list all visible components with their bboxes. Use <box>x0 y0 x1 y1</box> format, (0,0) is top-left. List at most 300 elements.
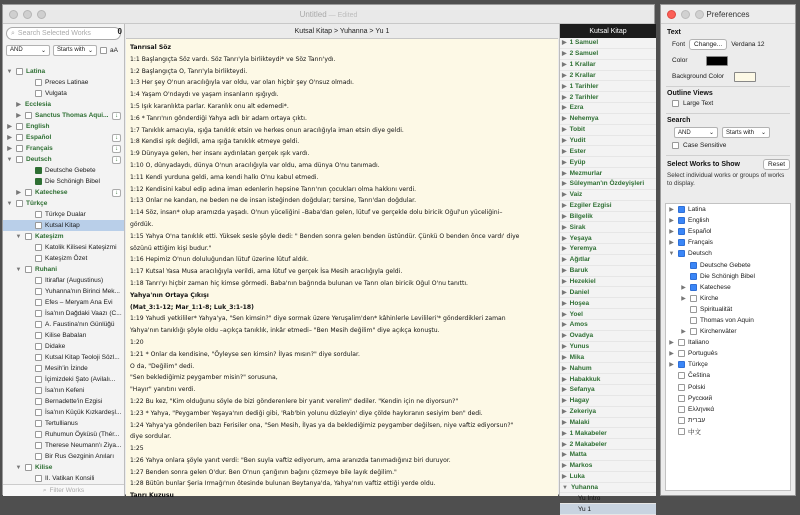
book-item[interactable] <box>560 157 656 168</box>
chapter-item[interactable] <box>560 504 656 515</box>
disclosure-open-icon[interactable]: ▼ <box>668 250 675 257</box>
works-tree-row[interactable] <box>666 259 790 270</box>
works-tree-label: Ελληνικά <box>688 405 715 413</box>
document-title: Untitled <box>299 9 327 19</box>
work-item[interactable] <box>3 352 124 363</box>
work-checkbox[interactable] <box>35 244 42 251</box>
disclosure-closed-icon[interactable]: ▶ <box>16 190 21 196</box>
reset-button[interactable]: Reset <box>763 159 790 170</box>
work-checkbox[interactable] <box>35 442 42 449</box>
verse: 1:17 Kutsal Yasa Musa aracılığıyla verildi, ama lütuf ve gerçek İsa Mesih aracılığıyla geldi. <box>130 268 403 276</box>
book-item[interactable] <box>560 363 656 374</box>
disclosure-closed-icon[interactable]: ▶ <box>562 268 567 275</box>
work-label: A. Faustina'nın Günlüğü <box>45 321 115 328</box>
background-color-well[interactable] <box>734 72 756 82</box>
book-item[interactable] <box>560 266 656 277</box>
disclosure-closed-icon[interactable]: ▶ <box>7 124 12 130</box>
works-tree-label: English <box>688 217 710 225</box>
work-checkbox[interactable] <box>35 277 42 284</box>
work-checkbox[interactable] <box>35 310 42 317</box>
search-icon: ⌕ <box>11 29 15 37</box>
disclosure-closed-icon[interactable]: ▶ <box>669 351 674 358</box>
works-tree-checkbox[interactable] <box>690 273 697 280</box>
book-item[interactable] <box>560 472 656 483</box>
work-checkbox[interactable] <box>35 398 42 405</box>
works-tree-checkbox[interactable] <box>678 217 685 224</box>
work-item[interactable] <box>3 363 124 374</box>
work-label: Efes – Meryam Ana Evi <box>45 299 113 306</box>
works-tree-row[interactable] <box>666 315 790 326</box>
close-button[interactable] <box>9 10 18 19</box>
works-tree-checkbox[interactable] <box>678 350 685 357</box>
works-tree-checkbox[interactable] <box>690 317 697 324</box>
download-icon[interactable]: ↓ <box>112 145 121 153</box>
work-item[interactable] <box>3 374 124 385</box>
book-item[interactable] <box>560 255 656 266</box>
work-checkbox[interactable] <box>35 431 42 438</box>
work-group[interactable] <box>3 198 124 209</box>
works-tree-checkbox[interactable] <box>678 372 685 379</box>
works-tree-row[interactable] <box>666 282 790 293</box>
disclosure-closed-icon[interactable]: ▶ <box>7 135 12 141</box>
works-tree-row[interactable] <box>666 359 790 370</box>
work-checkbox[interactable] <box>35 299 42 306</box>
section-heading: Tanrısal Söz <box>130 44 171 51</box>
book-item[interactable] <box>560 60 656 71</box>
work-label: Yuhanna'nın Birinci Mek... <box>45 288 120 295</box>
work-checkbox[interactable] <box>35 332 42 339</box>
disclosure-closed-icon[interactable]: ▶ <box>562 409 567 416</box>
works-tree-row[interactable] <box>666 337 790 348</box>
work-checkbox[interactable] <box>35 288 42 295</box>
works-tree-checkbox[interactable] <box>678 384 685 391</box>
work-item[interactable] <box>3 330 124 341</box>
book-label: Zekeriya <box>569 408 597 416</box>
disclosure-closed-icon[interactable]: ▶ <box>562 257 567 264</box>
work-group[interactable] <box>3 187 124 198</box>
work-checkbox[interactable] <box>35 343 42 350</box>
book-item[interactable] <box>560 396 656 407</box>
work-checkbox[interactable] <box>16 145 23 152</box>
disclosure-closed-icon[interactable]: ▶ <box>562 441 567 448</box>
book-item[interactable] <box>560 244 656 255</box>
disclosure-closed-icon[interactable]: ▶ <box>562 235 567 242</box>
disclosure-closed-icon[interactable]: ▶ <box>562 159 567 166</box>
disclosure-closed-icon[interactable]: ▶ <box>562 419 567 426</box>
work-item[interactable] <box>3 209 124 220</box>
outline-views-heading: Outline Views <box>667 90 713 97</box>
disclosure-closed-icon[interactable]: ▶ <box>562 333 567 340</box>
book-item[interactable] <box>560 92 656 103</box>
works-tree-row[interactable] <box>666 393 790 404</box>
works-tree-row[interactable] <box>666 271 790 282</box>
works-tree-checkbox[interactable] <box>678 250 685 257</box>
work-group[interactable] <box>3 121 124 132</box>
works-tree-label: Kirchenväter <box>700 328 737 336</box>
window-controls <box>9 10 46 19</box>
works-tree-checkbox[interactable] <box>678 406 685 413</box>
work-item[interactable] <box>3 297 124 308</box>
work-item[interactable] <box>3 440 124 451</box>
disclosure-closed-icon[interactable]: ▶ <box>562 300 567 307</box>
book-item[interactable] <box>560 342 656 353</box>
download-icon[interactable]: ↓ <box>112 134 121 142</box>
disclosure-open-icon[interactable]: ▼ <box>6 68 13 75</box>
work-item[interactable] <box>3 385 124 396</box>
book-label: Markos <box>569 462 593 470</box>
minimize-button[interactable] <box>23 10 32 19</box>
works-tree-row[interactable] <box>666 404 790 415</box>
works-tree-checkbox[interactable] <box>678 239 685 246</box>
disclosure-closed-icon[interactable]: ▶ <box>669 240 674 247</box>
work-group[interactable] <box>3 99 124 110</box>
disclosure-closed-icon[interactable]: ▶ <box>562 170 567 177</box>
work-checkbox[interactable] <box>16 200 23 207</box>
book-item[interactable] <box>560 179 656 190</box>
book-label: 2 Samuel <box>569 50 599 58</box>
work-checkbox[interactable] <box>16 134 23 141</box>
works-tree-row[interactable] <box>666 237 790 248</box>
work-group[interactable] <box>3 143 124 154</box>
verse: 1:13 Onlar ne kandan, ne beden ne de insan isteğinden doğdular; tersine, Tanrı'dan doğdular. <box>130 197 417 205</box>
work-item[interactable] <box>3 341 124 352</box>
book-label: Ovadya <box>569 332 594 340</box>
book-item[interactable] <box>560 49 656 60</box>
disclosure-closed-icon[interactable]: ▶ <box>562 83 567 90</box>
works-tree-checkbox[interactable] <box>678 228 685 235</box>
works-tree-row[interactable] <box>666 293 790 304</box>
book-item[interactable] <box>560 320 656 331</box>
work-checkbox[interactable] <box>16 156 23 163</box>
verse: 1:5 Işık karanlıkta parlar. Karanlık onu alt edemedi*. <box>130 102 289 110</box>
works-tree-checkbox[interactable] <box>690 295 697 302</box>
disclosure-closed-icon[interactable]: ▶ <box>562 213 567 220</box>
works-tree-label: Latina <box>688 206 706 214</box>
book-label: Vaiz <box>569 191 583 199</box>
works-tree-label: Deutsche Gebete <box>700 261 751 269</box>
download-icon[interactable]: ↓ <box>112 189 121 197</box>
work-item[interactable] <box>3 77 124 88</box>
book-label: Eyüp <box>569 158 586 166</box>
book-item[interactable] <box>560 309 656 320</box>
works-tree-checkbox[interactable] <box>678 428 685 435</box>
works-tree-checkbox[interactable] <box>690 284 697 291</box>
work-checkbox[interactable] <box>25 266 32 273</box>
work-item[interactable] <box>3 275 124 286</box>
works-tree-label: Die Schönigh Bibel <box>700 272 755 280</box>
works-sidebar <box>3 24 125 496</box>
disclosure-closed-icon[interactable]: ▶ <box>562 116 567 123</box>
filter-works-field[interactable] <box>3 484 124 496</box>
book-item[interactable] <box>560 439 656 450</box>
book-item[interactable] <box>560 71 656 82</box>
disclosure-closed-icon[interactable]: ▶ <box>669 362 674 369</box>
zoom-button[interactable] <box>695 10 704 19</box>
works-tree-row[interactable] <box>666 415 790 426</box>
works-tree-row[interactable] <box>666 382 790 393</box>
works-tree-label: Kirche <box>700 294 719 302</box>
disclosure-closed-icon[interactable]: ▶ <box>562 289 567 296</box>
book-item[interactable] <box>560 136 656 147</box>
works-search-field[interactable] <box>6 27 121 40</box>
work-checkbox[interactable] <box>16 123 23 130</box>
work-item[interactable] <box>3 429 124 440</box>
search-icon: ⌕ <box>42 486 47 494</box>
chapter-item[interactable] <box>560 493 656 504</box>
book-item[interactable] <box>560 385 656 396</box>
disclosure-closed-icon[interactable]: ▶ <box>562 452 567 459</box>
work-checkbox[interactable] <box>25 189 32 196</box>
disclosure-closed-icon[interactable]: ▶ <box>562 203 567 210</box>
disclosure-closed-icon[interactable]: ▶ <box>562 311 567 318</box>
disclosure-closed-icon[interactable]: ▶ <box>669 218 674 225</box>
book-item[interactable] <box>560 407 656 418</box>
disclosure-closed-icon[interactable]: ▶ <box>562 246 567 253</box>
book-item[interactable] <box>560 374 656 385</box>
works-tree-label: Polski <box>688 383 706 391</box>
disclosure-closed-icon[interactable]: ▶ <box>562 278 567 285</box>
work-checkbox[interactable] <box>35 365 42 372</box>
work-checkbox[interactable] <box>35 376 42 383</box>
book-label: Yuhanna <box>570 484 599 492</box>
disclosure-closed-icon[interactable]: ▶ <box>562 322 567 329</box>
disclosure-closed-icon[interactable]: ▶ <box>16 113 21 119</box>
work-item[interactable] <box>3 176 124 187</box>
disclosure-open-icon[interactable]: ▼ <box>15 233 22 240</box>
verse: 1:4 Yaşam O'ndaydı ve yaşam insanların ışığıydı. <box>130 91 279 99</box>
works-tree-checkbox[interactable] <box>690 328 697 335</box>
verse: 1:14 Söz, insan* olup aramızda yaşadı. O'nun yüceliğini –Baba'dan gelen, lütuf ve gerçekle dolu biricik Oğul'un yüceliğini– gördük. <box>130 209 503 228</box>
book-item[interactable] <box>560 233 656 244</box>
works-tree-row[interactable] <box>666 326 790 337</box>
work-item[interactable] <box>3 418 124 429</box>
work-checkbox[interactable] <box>35 354 42 361</box>
disclosure-closed-icon[interactable]: ▶ <box>562 62 567 69</box>
disclosure-closed-icon[interactable]: ▶ <box>562 344 567 351</box>
work-group[interactable] <box>3 66 124 77</box>
work-group[interactable] <box>3 132 124 143</box>
disclosure-closed-icon[interactable]: ▶ <box>562 148 567 155</box>
disclosure-open-icon[interactable]: ▼ <box>6 200 13 207</box>
book-item[interactable] <box>560 146 656 157</box>
work-checkbox[interactable] <box>35 420 42 427</box>
works-tree-label: Čeština <box>688 372 711 380</box>
work-checkbox[interactable] <box>25 233 32 240</box>
zoom-button[interactable] <box>37 10 46 19</box>
text-color-well[interactable] <box>706 56 728 66</box>
works-tree-checkbox[interactable] <box>678 206 685 213</box>
disclosure-closed-icon[interactable]: ▶ <box>562 94 567 101</box>
disclosure-closed-icon[interactable]: ▶ <box>562 51 567 58</box>
book-label: Yoel <box>569 310 583 318</box>
book-item[interactable] <box>560 277 656 288</box>
disclosure-closed-icon[interactable]: ▶ <box>562 72 567 79</box>
work-checkbox[interactable] <box>35 387 42 394</box>
book-item[interactable] <box>560 418 656 429</box>
disclosure-open-icon[interactable]: ▼ <box>6 156 13 163</box>
book-item[interactable] <box>560 114 656 125</box>
disclosure-closed-icon[interactable]: ▶ <box>562 387 567 394</box>
book-item[interactable] <box>560 352 656 363</box>
search-and-select[interactable] <box>674 127 718 138</box>
works-tree-row[interactable] <box>666 426 790 437</box>
work-item[interactable] <box>3 253 124 264</box>
disclosure-closed-icon[interactable]: ▶ <box>562 127 567 134</box>
book-item[interactable] <box>560 428 656 439</box>
book-item[interactable] <box>560 103 656 114</box>
work-label: Türkçe <box>26 200 48 207</box>
book-item[interactable] <box>560 190 656 201</box>
work-item[interactable] <box>3 220 124 231</box>
disclosure-closed-icon[interactable]: ▶ <box>562 224 567 231</box>
work-item[interactable] <box>3 319 124 330</box>
works-tree-checkbox[interactable] <box>690 262 697 269</box>
work-label: Itiraflar (Augustinus) <box>45 277 104 284</box>
book-item[interactable] <box>560 222 656 233</box>
works-tree-row[interactable] <box>666 304 790 315</box>
work-checkbox[interactable] <box>35 321 42 328</box>
works-tree-checkbox[interactable] <box>678 339 685 346</box>
work-item[interactable] <box>3 242 124 253</box>
book-item[interactable] <box>560 125 656 136</box>
case-label: aA <box>110 46 118 54</box>
download-icon[interactable]: ↓ <box>112 156 121 164</box>
works-tree-label: עברית <box>688 416 706 424</box>
scripture-text[interactable] <box>126 39 558 500</box>
works-tree-checkbox[interactable] <box>678 417 685 424</box>
book-item[interactable] <box>560 331 656 342</box>
disclosure-closed-icon[interactable]: ▶ <box>562 376 567 383</box>
work-group[interactable] <box>3 462 124 473</box>
work-checkbox[interactable] <box>35 178 42 185</box>
disclosure-closed-icon[interactable]: ▼ <box>562 484 568 491</box>
work-checkbox[interactable] <box>35 409 42 416</box>
starts-with-select[interactable] <box>53 45 97 56</box>
work-item[interactable] <box>3 88 124 99</box>
work-label: Katolik Kilisesi Kateşizmi <box>45 244 117 251</box>
works-tree-row[interactable] <box>666 248 790 259</box>
book-item[interactable] <box>560 212 656 223</box>
disclosure-closed-icon[interactable]: ▶ <box>669 340 674 347</box>
disclosure-closed-icon[interactable]: ▶ <box>562 354 567 361</box>
work-checkbox[interactable] <box>35 211 42 218</box>
disclosure-open-icon[interactable]: ▼ <box>15 464 22 471</box>
book-item[interactable] <box>560 81 656 92</box>
disclosure-closed-icon[interactable]: ▶ <box>562 430 567 437</box>
work-checkbox[interactable] <box>25 464 32 471</box>
disclosure-closed-icon[interactable]: ▶ <box>669 207 674 214</box>
work-label: Didake <box>45 343 66 350</box>
large-text-checkbox[interactable] <box>672 100 679 107</box>
disclosure-closed-icon[interactable]: ▶ <box>16 102 21 108</box>
work-checkbox[interactable] <box>35 475 42 482</box>
disclosure-closed-icon[interactable]: ▶ <box>562 398 567 405</box>
change-font-button[interactable]: Change... <box>689 39 727 50</box>
disclosure-closed-icon[interactable]: ▶ <box>562 474 567 481</box>
work-checkbox[interactable] <box>16 68 23 75</box>
work-item[interactable] <box>3 165 124 176</box>
work-group[interactable] <box>3 154 124 165</box>
works-tree-label: Deutsch <box>688 250 712 258</box>
disclosure-closed-icon[interactable]: ▶ <box>669 229 674 236</box>
work-group[interactable] <box>3 110 124 121</box>
work-item[interactable] <box>3 451 124 462</box>
work-checkbox[interactable] <box>25 112 32 119</box>
disclosure-closed-icon[interactable]: ▶ <box>562 365 567 372</box>
book-item[interactable] <box>560 450 656 461</box>
work-item[interactable] <box>3 473 124 484</box>
works-tree-checkbox[interactable] <box>690 306 697 313</box>
book-item[interactable] <box>560 298 656 309</box>
work-group[interactable] <box>3 264 124 275</box>
books-sidebar <box>559 24 656 513</box>
work-checkbox[interactable] <box>35 90 42 97</box>
work-group[interactable] <box>3 231 124 242</box>
disclosure-closed-icon[interactable]: ▶ <box>681 329 686 336</box>
book-label: Yeşaya <box>569 234 592 242</box>
disclosure-closed-icon[interactable]: ▶ <box>562 40 567 47</box>
work-item[interactable] <box>3 396 124 407</box>
works-tree-label: Thomas von Aquin <box>700 316 754 324</box>
works-tree-row[interactable] <box>666 204 790 215</box>
work-checkbox[interactable] <box>35 222 42 229</box>
disclosure-closed-icon[interactable]: ▶ <box>562 138 567 145</box>
download-icon[interactable]: ↓ <box>112 112 121 120</box>
works-tree-row[interactable] <box>666 370 790 381</box>
disclosure-closed-icon[interactable]: ▶ <box>681 284 686 291</box>
book-item[interactable] <box>560 38 656 49</box>
work-label: İçimizdeki Şato (Avilalı... <box>45 376 116 383</box>
disclosure-closed-icon[interactable]: ▶ <box>681 295 686 302</box>
disclosure-closed-icon[interactable]: ▶ <box>7 146 12 152</box>
disclosure-closed-icon[interactable]: ▶ <box>562 463 567 470</box>
disclosure-closed-icon[interactable]: ▶ <box>562 192 567 199</box>
search-starts-select[interactable] <box>722 127 770 138</box>
and-select[interactable] <box>6 45 50 56</box>
book-item[interactable] <box>560 168 656 179</box>
work-checkbox[interactable] <box>35 167 42 174</box>
works-tree-row[interactable] <box>666 348 790 359</box>
work-label: Türkçe Dualar <box>45 211 86 218</box>
work-item[interactable] <box>3 286 124 297</box>
book-item[interactable] <box>560 287 656 298</box>
work-checkbox[interactable] <box>35 453 42 460</box>
case-checkbox[interactable] <box>100 47 107 54</box>
disclosure-closed-icon[interactable]: ▶ <box>562 181 567 188</box>
works-tree-checkbox[interactable] <box>678 361 685 368</box>
book-item[interactable] <box>560 201 656 212</box>
case-sensitive-checkbox[interactable] <box>672 142 679 149</box>
minimize-button[interactable] <box>681 10 690 19</box>
book-item[interactable] <box>560 483 656 494</box>
book-item[interactable] <box>560 461 656 472</box>
disclosure-closed-icon[interactable]: ▶ <box>562 105 567 112</box>
work-item[interactable] <box>3 407 124 418</box>
work-checkbox[interactable] <box>35 79 42 86</box>
works-tree-checkbox[interactable] <box>678 395 685 402</box>
work-checkbox[interactable] <box>35 255 42 262</box>
search-section-heading: Search <box>667 117 691 124</box>
work-label: Kilise <box>35 464 53 471</box>
works-tree-row[interactable] <box>666 226 790 237</box>
disclosure-open-icon[interactable]: ▼ <box>15 266 22 273</box>
works-tree-label: 中文 <box>688 428 701 436</box>
works-tree-row[interactable] <box>666 215 790 226</box>
work-item[interactable] <box>3 308 124 319</box>
close-button[interactable] <box>667 10 676 19</box>
preferences-window-controls <box>667 10 704 19</box>
work-label: Kateşizm <box>35 233 64 240</box>
